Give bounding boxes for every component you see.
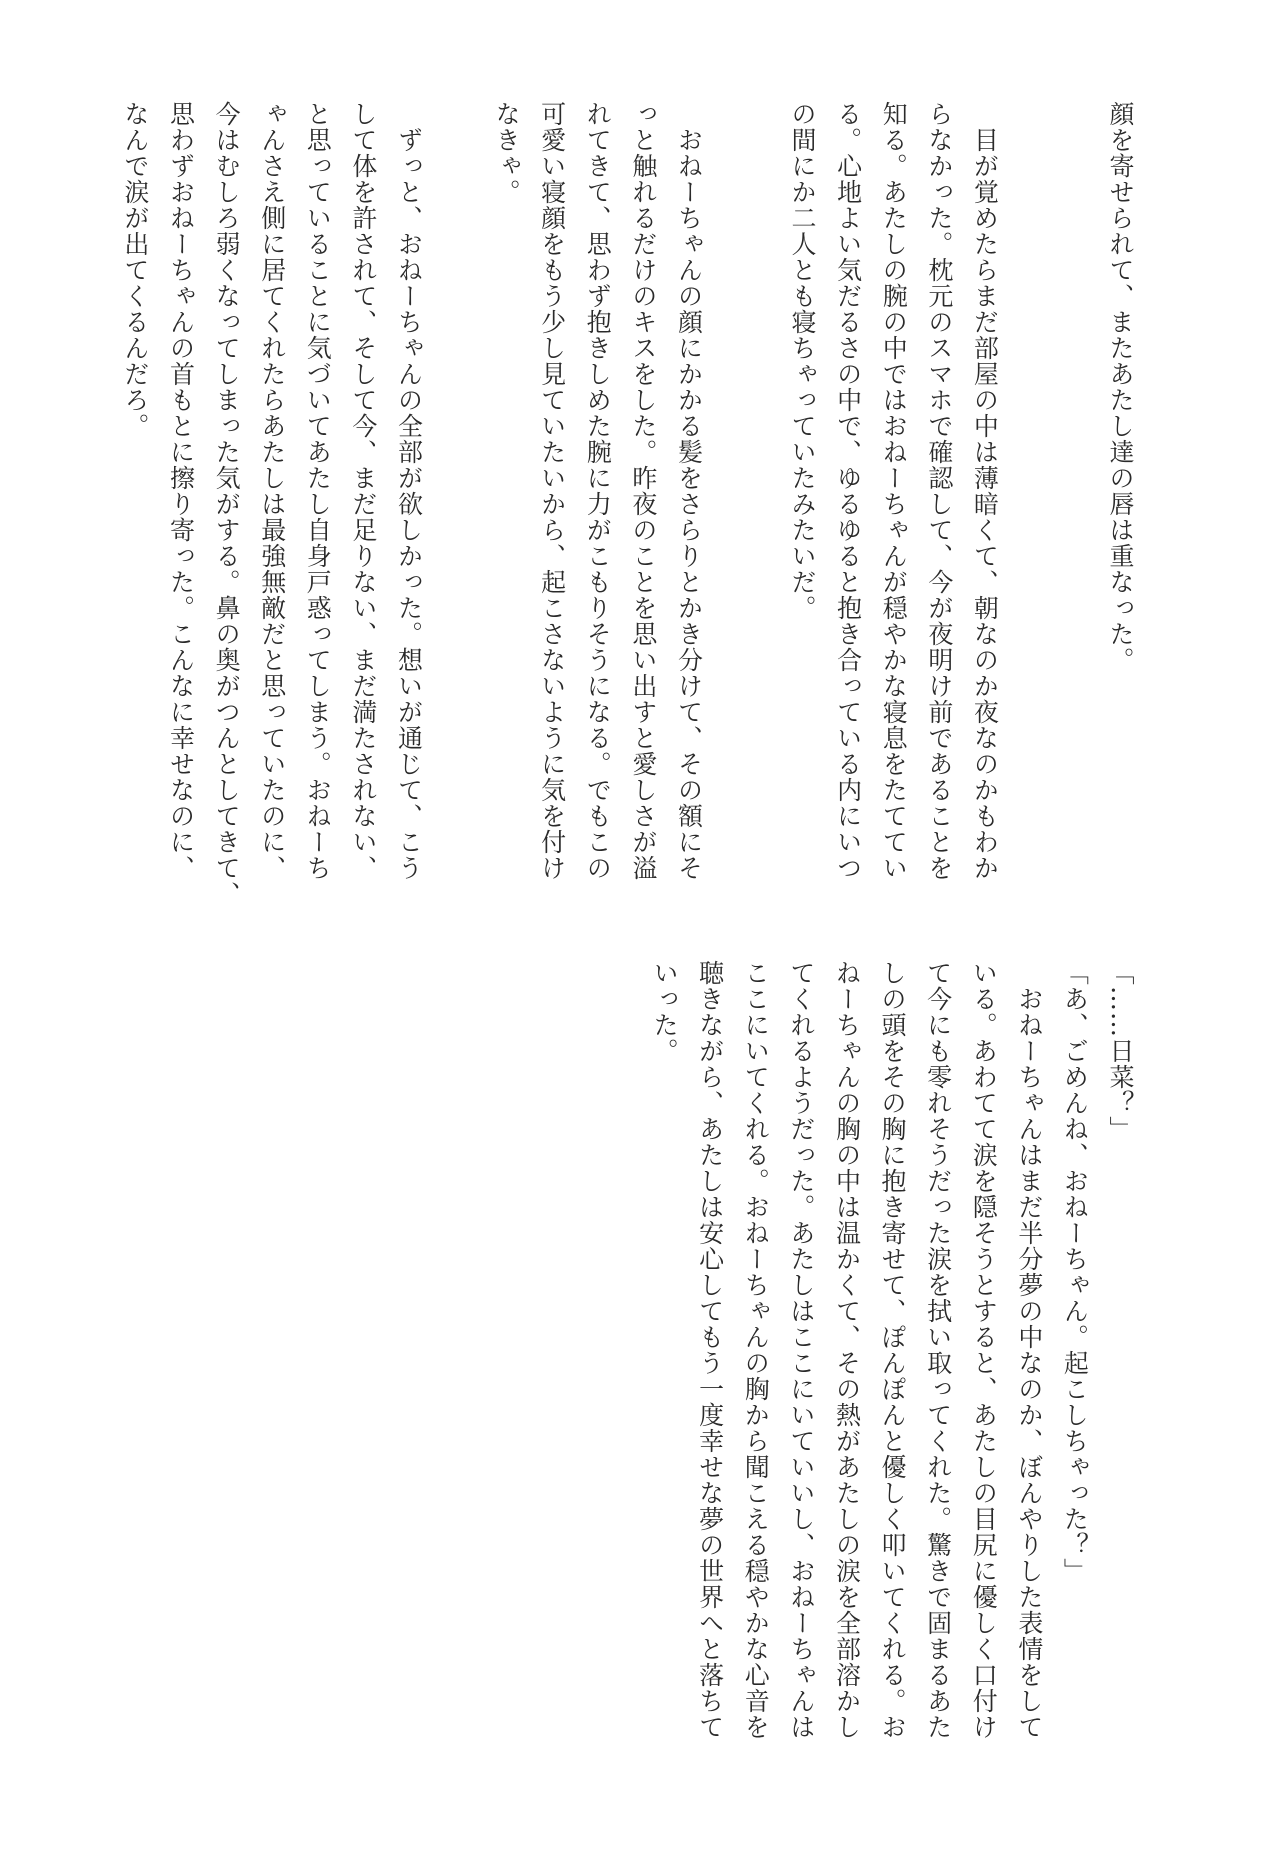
text-line: 今はむしろ弱くなってしまった気がする。鼻の奥がつんとしてきて、 xyxy=(212,101,242,907)
text-line: 思わずおねーちゃんの首もとに擦り寄った。こんなに幸せなのに、 xyxy=(166,101,196,881)
paragraph-break xyxy=(711,101,779,891)
text-line: 「あ、ごめんね、おねーちゃん。起こしちゃった？」 xyxy=(1060,960,1090,1584)
text-line: ねーちゃんの胸の中は温かくて、その熱があたしの涙を全部溶かし xyxy=(832,960,862,1740)
text-line: して体を許されて、そして今、まだ足りない、まだ満たされない、 xyxy=(348,101,378,881)
lower-text-tier xyxy=(641,960,1143,1750)
text-line: しの頭をその胸に抱き寄せて、ぽんぽんと優しく叩いてくれる。お xyxy=(878,960,908,1740)
text-line: いる。あわてて涙を隠そうとすると、あたしの目尻に優しく口付け xyxy=(969,960,999,1740)
text-line: おねーちゃんはまだ半分夢の中なのか、ぼんやりした表情をして xyxy=(1014,960,1044,1740)
text-line: 可愛い寝顔をもう少し見ていたいから、起こさないように気を付け xyxy=(537,101,567,881)
text-line: っと触れるだけのキスをした。昨夜のことを思い出すと愛しさが溢 xyxy=(628,101,658,881)
text-line: おねーちゃんの顔にかかる髪をさらりとかき分けて、その額にそ xyxy=(674,101,704,881)
upper-text-tier xyxy=(112,101,1143,907)
text-line: てくれるようだった。あたしはここにいていいし、おねーちゃんは xyxy=(786,960,816,1740)
text-line: ここにいてくれる。おねーちゃんの胸から聞こえる穏やかな心音を xyxy=(741,960,771,1740)
text-line: なんで涙が出てくるんだろ。 xyxy=(120,101,150,439)
text-line: なきゃ。 xyxy=(492,101,522,205)
text-line: 顔を寄せられて、またあたし達の唇は重なった。 xyxy=(1106,101,1135,673)
text-line: らなかった。枕元のスマホで確認して、今が夜明け前であることを xyxy=(924,101,954,881)
paragraph-break xyxy=(1007,101,1097,891)
text-line: る。心地よい気だるさの中で、ゆるゆると抱き合っている内にいつ xyxy=(833,101,863,881)
text-line: ずっと、おねーちゃんの全部が欲しかった。想いが通じて、こう xyxy=(394,101,424,881)
text-line: れてきて、思わず抱きしめた腕に力がこもりそうになる。でもこの xyxy=(583,101,613,881)
text-line: 知る。あたしの腕の中ではおねーちゃんが穏やかな寝息をたててい xyxy=(879,101,909,881)
text-line: の間にか二人とも寝ちゃっていたみたいだ。 xyxy=(788,101,818,621)
text-line: と思っていることに気づいてあたし自身戸惑ってしまう。おねーち xyxy=(303,101,333,881)
text-line: 目が覚めたらまだ部屋の中は薄暗くて、朝なのか夜なのかもわか xyxy=(970,101,1000,881)
paragraph-break xyxy=(431,101,483,891)
text-line: て今にも零れそうだった涙を拭い取ってくれた。驚きで固まるあた xyxy=(923,960,953,1740)
text-line: いった。 xyxy=(650,960,680,1064)
text-line: 「……日菜？」 xyxy=(1106,960,1135,1142)
text-line: 聴きながら、あたしは安心してもう一度幸せな夢の世界へと落ちて xyxy=(695,960,725,1740)
text-line: ゃんさえ側に居てくれたらあたしは最強無敵だと思っていたのに、 xyxy=(257,101,287,881)
